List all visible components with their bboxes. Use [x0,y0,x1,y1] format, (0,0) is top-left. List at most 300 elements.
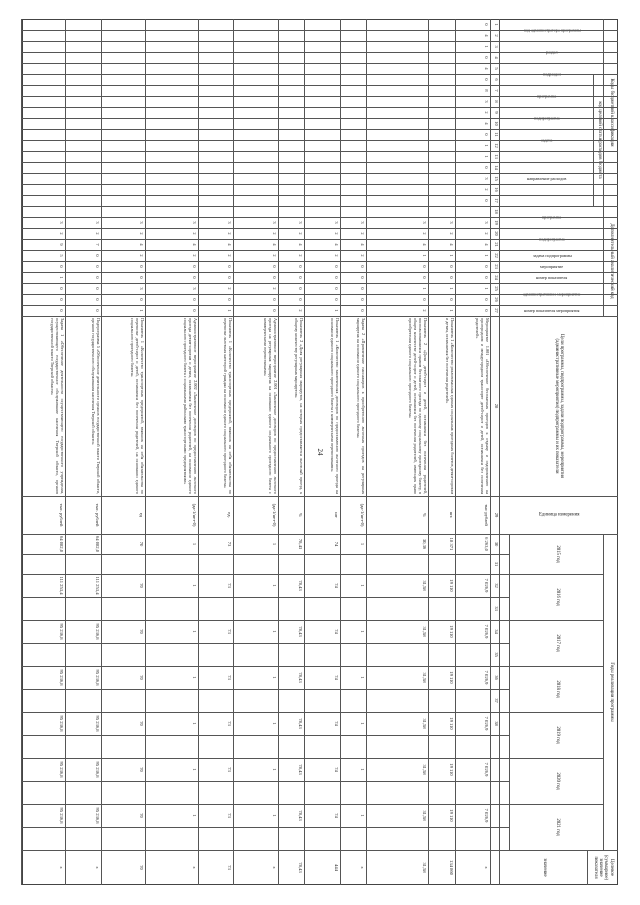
row-value-2021: 1 [271,814,277,817]
column-divider [22,173,618,174]
code-digit: 2 [360,254,366,257]
code-digit: 4 [484,67,489,70]
code-digit: 3 [422,221,428,224]
column-number: 35 [494,652,499,657]
code-digit: 0 [94,265,100,268]
header-y2020: 2020 год [554,772,560,790]
code-digit: 0 [94,276,100,279]
row-value-2018: 1 [191,676,197,679]
header-extra-program: программа [542,214,562,220]
code-digit: 3 [59,221,65,224]
row-value-2020: 19 110 [448,763,454,776]
column-number: 14 [494,165,499,170]
column-number: 25 [494,286,499,291]
column-divider [22,206,618,207]
column-divider [22,250,618,251]
code-digit: 0 [138,276,144,279]
row-value-2018: 95 236,8 [94,669,100,686]
code-digit: 2 [422,309,428,312]
row-value-2020: 1 [360,768,366,771]
row-value-2017: 78,43 [298,626,304,637]
column-number: 8 [494,100,499,103]
column-divider [22,294,618,295]
row-value-2019: 7 026,9 [484,716,489,731]
code-digit: 0 [333,265,339,268]
code-digit: 0 [138,298,144,301]
header-admin-code: код администратора программы [523,27,581,33]
column-divider [22,52,618,53]
row-value-2016: 7 026,9 [484,578,489,593]
row-value-2017: 1 [360,630,366,633]
header-target-task: задача [541,137,553,143]
header-section: раздел [546,49,558,55]
code-digit: 0 [59,265,65,268]
header-budget-codes: Коды бюджетной классификации [608,78,614,147]
row-description: Показатель 1 «Количество реализованных единых социальных проездных билетов детям-сиротам и детям, оставшимся без попечения родителей» [444,318,455,494]
row-target-value: х [59,866,65,869]
row-value-2016: 78,43 [298,580,304,591]
row-value-2015: 64 082,0 [59,535,65,553]
row-value-2016: 1 [191,584,197,587]
column-divider [22,781,510,782]
row-value-2015: 78,43 [298,538,304,550]
row-target-value: 31,58 [422,862,428,873]
row-value-2021: 95 236,8 [94,807,100,824]
code-digit: 1 [422,254,428,257]
row-value-2021: 74 [333,813,339,818]
code-digit: 7 [94,243,100,246]
column-number: 12 [494,143,499,148]
code-digit: 1 [484,287,489,290]
code-digit: 0 [298,298,304,301]
code-digit: 0 [448,265,454,268]
row-description: Показатель 2 «Доля регулярных маршрутов, на которых предоставляется льготный проезд, к общему количеству регулярных маршрутов» [294,318,305,494]
row-value-2020: 74 [333,767,339,772]
row-value-2020: 78,43 [298,764,304,775]
row-description: Мероприятие 1.001 «Обеспечение бесплатных проездов к отдыху и оздоровлению на пригородном и междугородном транспорте детей-сирот и детей, оставшихся без попечения родителей» [475,318,490,494]
header-unit: Единица измерения [538,512,580,518]
column-divider [22,74,618,75]
row-unit: % [298,513,304,517]
column-number: 38 [494,721,499,726]
row-unit: тыс. рублей [94,503,100,527]
row-value-2021: 19 110 [448,809,454,822]
header-target-direction: направление расходов [527,175,567,181]
row-unit: (да-1/нет-0) [191,503,197,527]
row-value-2020: 95 236,8 [59,761,65,778]
code-digit: 2 [333,254,339,257]
row-unit: (да-1/нет-0) [271,503,277,527]
row-value-2019: 73 [227,721,233,726]
column-divider [22,305,618,306]
row-value-2018: 31,58 [422,672,428,683]
code-digit: 5 [59,254,65,257]
column-divider [22,85,618,86]
row-divider [509,534,510,850]
row-unit: шт. [448,511,454,519]
column-divider [22,827,510,828]
code-digit: 0 [59,287,65,290]
code-digit: 0 [59,309,65,312]
column-divider [22,283,618,284]
code-digit: 0 [271,265,277,268]
header-target-program: программа [537,93,557,99]
code-digit: 0 [360,309,366,312]
header-subsection: подраздел [543,71,561,77]
code-digit: 0 [360,276,366,279]
code-digit: 2 [191,254,197,257]
row-value-2018: 95 236,8 [59,669,65,686]
code-digit: 1 [484,45,489,48]
code-digit: 1 [333,309,339,312]
row-description: Административное мероприятие 2.002 «Заключение договоров по предоставлению льготного проезда детям-сиротам и детям, оставшимся без попечения родителей, на основании единого социального проездного билета с социальными районными транспортными предприятиями» [182,318,198,494]
code-digit: 0 [227,265,233,268]
column-number: 34 [494,629,499,634]
code-digit: 0 [484,23,489,26]
column-number: 2 [494,34,499,37]
column-divider [22,184,618,185]
column-number: 11 [494,132,499,137]
header-extra-num: номер показателя мероприятия [524,307,580,313]
code-digit: 4 [298,243,304,246]
code-digit: 3 [191,221,197,224]
column-number: 13 [494,154,499,159]
code-digit: 0 [298,287,304,290]
code-digit: 0 [94,254,100,257]
code-digit: 4 [333,243,339,246]
row-value-2021: 95 236,8 [59,807,65,824]
header-extra-task: задача подпрограммы [532,252,572,258]
code-digit: 2 [333,232,339,235]
code-digit: 2 [271,254,277,257]
column-divider [22,30,618,31]
row-value-2020: 70 [138,767,144,772]
column-divider [22,129,618,130]
column-number: 22 [494,253,499,258]
row-value-2019: 31,58 [422,718,428,729]
header-y2021: 2021 год [554,818,560,836]
code-digit: 0 [227,298,233,301]
row-value-2020: 1 [191,768,197,771]
row-value-2015: 18 371 [448,537,454,551]
code-digit: 0 [138,265,144,268]
code-digit: 0 [484,265,489,268]
code-digit: 0 [94,298,100,301]
code-digit: 4 [484,34,489,37]
column-number: 33 [494,606,499,611]
code-digit: 1 [448,254,454,257]
row-value-2018: 73 [227,675,233,680]
row-description: Показатель 1 «Количество транспортных предприятий, взявших на себя обязательства по перевозке льготных категорий граждан на основании единого социального проездного билета» [223,318,234,494]
row-value-2019: 1 [271,722,277,725]
row-unit: ед [138,512,144,518]
code-digit: 0 [298,265,304,268]
row-value-2015: 73 [227,541,233,547]
row-divider [603,534,604,850]
code-digit: 1 [138,309,144,312]
column-number: 5 [494,67,499,70]
column-divider [22,261,618,262]
row-value-2015: 6 263,0 [484,537,489,551]
code-digit: 3 [298,221,304,224]
code-digit: 3 [484,100,489,103]
column-number: 36 [494,675,499,680]
row-value-2015: 70 [138,541,144,547]
code-digit: 2 [484,232,489,235]
code-digit: 0 [422,298,428,301]
header-years-title: Годы реализации программы [608,662,614,722]
code-digit: 4 [448,243,454,246]
column-divider [22,118,618,119]
code-digit: 2 [94,232,100,235]
code-digit: 0 [271,276,277,279]
code-digit: 3 [191,287,197,290]
row-value-2020: 1 [271,768,277,771]
row-value-2021: 73 [227,813,233,818]
header-y2017: 2017 год [554,634,560,652]
code-digit: 0 [271,309,277,312]
code-digit: 0 [191,298,197,301]
code-digit: 4 [484,243,489,246]
header-y2019: 2019 год [554,726,560,744]
row-value-2016: 73 [227,583,233,588]
row-value-2017: 7 026,9 [484,624,489,639]
row-value-2015: 74 [333,541,339,547]
code-digit: 0 [271,298,277,301]
code-digit: 2 [191,232,197,235]
column-number: 1 [494,23,499,26]
column-divider [22,63,618,64]
header-target-subprogram: подпрограмма [534,115,560,121]
row-description: Показатель 2 «Доля детей-сирот и детей, оставшихся без попечения родителей, воспользовавшихся правом бесплатного проезда по единому социальному проездному билету, в общем количестве детей-сирот и детей, оставшихся без попечения родителей, имеющих право приобретения единого социального проездного билета» [408,318,429,494]
column-number: 24 [494,275,499,280]
code-digit: 0 [333,298,339,301]
column-number: 30 [494,541,499,547]
row-value-2015: 1 [191,542,197,546]
code-digit: 0 [360,287,366,290]
column-number: 16 [494,187,499,192]
row-value-2021: 78,43 [298,810,304,821]
code-digit: 1 [484,254,489,257]
header-extra-subprogram: подпрограмма [539,236,565,242]
row-value-2019: 78,43 [298,718,304,729]
header-target-article: код целевой статьи расходов бюджета [596,101,602,179]
row-value-2019: 95 236,8 [59,715,65,732]
header-extra-event: мероприятие [540,263,564,269]
row-description: Показатель 1 «Количество заключенных договоров по предоставлению льготного проезда на основании единого социального проездного билета с коммерческими перевозчиками» [329,318,340,494]
code-digit: 8 [484,89,489,92]
row-value-2016: 19 110 [448,579,454,592]
header-target-value: Целевое (суммарное) значение показателя [592,854,614,881]
code-digit: 0 [227,276,233,279]
row-value-2017: 95 236,8 [59,623,65,640]
code-digit: 0 [484,276,489,279]
row-value-2015: 64 082,0 [94,535,100,553]
code-digit: 0 [484,56,489,59]
code-digit: 1 [59,276,65,279]
code-digit: 4 [271,243,277,246]
row-value-2018: 7 026,9 [484,670,489,685]
code-digit: 0 [360,265,366,268]
code-digit: 0 [422,276,428,279]
column-divider [22,239,618,240]
code-digit: 4 [191,243,197,246]
row-value-2021: 31,58 [422,810,428,821]
row-value-2017: 1 [191,630,197,633]
code-digit: 2 [422,232,428,235]
code-digit: 1 [448,287,454,290]
column-number: 19 [494,220,499,225]
row-value-2016: 1 [360,584,366,587]
code-digit: 0 [333,287,339,290]
column-divider [22,96,618,97]
column-number: 23 [494,264,499,269]
code-digit: 0 [422,265,428,268]
code-digit: 0 [59,298,65,301]
column-number: 10 [494,121,499,126]
code-digit: 0 [191,309,197,312]
row-description: Административное мероприятие 2.001 «Заключение договоров по предоставлению льготного проезда на регулярных маршрутах на основании единого социального проездного билета с коммерческими перевозчиками» [262,318,278,494]
column-divider [22,735,510,736]
code-digit: 0 [191,265,197,268]
row-unit: тыс рублей [484,504,489,526]
header-extra-measure: административное мероприятие [523,291,581,297]
row-value-2018: 19 110 [448,671,454,684]
column-divider [22,217,618,218]
code-digit: 9 [59,243,65,246]
column-number: 29 [494,512,499,518]
row-value-2020: 31,58 [422,764,428,775]
row-value-2015: 1 [360,542,366,546]
row-value-2017: 31,58 [422,626,428,637]
code-digit: 2 [298,309,304,312]
row-value-2017: 74 [333,629,339,634]
column-divider [22,272,618,273]
column-number: 27 [494,308,499,313]
code-digit: 0 [94,287,100,290]
row-value-2018: 74 [333,675,339,680]
row-description: Подпрограмма 5 «Обеспечение деятельности органов государственной власти Тверской области, органов государственного обслуживания населения Тверской области» [90,318,101,494]
column-divider [22,228,618,229]
header-value: значение [541,858,547,877]
column-divider [22,162,618,163]
row-description: Показатель 1 «Количество транспортных предприятий, взявших на себя обязательства по перевозке детей-сирот и детей, оставшихся без попечения родителей, на основании единого социального проездного билета» [129,318,145,494]
row-value-2016: 74 [333,583,339,588]
code-digit: 0 [448,276,454,279]
code-digit: 0 [484,166,489,169]
row-unit: тыс. рублей [59,503,65,527]
code-digit: 0 [484,309,489,312]
column-number: 28 [494,403,499,409]
row-value-2021: 1 [191,814,197,817]
column-divider [22,140,618,141]
row-value-2021: 1 [360,814,366,817]
code-digit: 2 [138,254,144,257]
header-y2015: 2015 год [554,545,560,563]
row-value-2016: 1 [271,584,277,587]
code-digit: 2 [298,254,304,257]
row-value-2019: 70 [138,721,144,726]
column-number: 17 [494,198,499,203]
row-value-2017: 19 110 [448,625,454,638]
row-unit: (да-1/нет-0) [360,503,366,527]
row-value-2015: 1 [271,542,277,546]
row-value-2017: 70 [138,629,144,634]
code-digit: 0 [360,298,366,301]
column-divider [22,554,510,555]
row-target-value: 73 [227,865,233,870]
row-unit: % [422,513,428,517]
column-number: 26 [494,297,499,302]
row-value-2018: 78,43 [298,672,304,683]
code-digit: 4 [360,243,366,246]
code-digit: 3 [333,221,339,224]
row-target-value: х [484,866,489,869]
page-number: 24 [316,448,324,456]
column-number: 31 [494,561,499,567]
row-target-value: 444 [333,864,339,871]
code-digit: 3 [484,221,489,224]
code-digit: 3 [227,221,233,224]
column-number: 6 [494,78,499,81]
code-digit: 2 [227,232,233,235]
column-number: 37 [494,698,499,703]
code-digit: 1 [422,287,428,290]
row-description: Задача 1 «Обеспечение деятельности осуществляющего государственного учреждения, осуществляющего государственное обслуживание населения Тверской области, органов государственной власти Тверской области» [50,318,66,494]
row-divider [587,850,588,885]
row-target-value: 70 [138,865,144,870]
row-value-2015: 30,36 [422,538,428,550]
row-description: Задача 2 «Привлечение пассажиров к приобретению льготных проездов на регулярных маршрутах на основании единого социального проездного билета» [356,318,367,494]
column-number: 18 [494,209,499,214]
row-target-value: х [360,866,366,869]
code-digit: 2 [227,254,233,257]
code-digit: 3 [271,221,277,224]
code-digit: 2 [271,232,277,235]
row-value-2016: 111 253,4 [59,576,65,595]
column-number: 15 [494,176,499,181]
column-number: 4 [494,56,499,59]
code-digit: 0 [298,276,304,279]
column-number: 3 [494,45,499,48]
code-digit: 2 [484,188,489,191]
code-digit: 3 [484,177,489,180]
code-digit: 0 [484,298,489,301]
row-unit: ед. [227,512,233,518]
code-digit: 0 [191,276,197,279]
code-digit: 4 [422,243,428,246]
row-value-2016: 70 [138,583,144,588]
row-value-2019: 95 236,8 [94,715,100,732]
row-value-2019: 19 110 [448,717,454,730]
row-value-2019: 1 [360,722,366,725]
code-digit: 3 [448,221,454,224]
row-value-2016: 111 253,4 [94,576,100,595]
code-digit: 3 [138,287,144,290]
code-digit: 1 [484,144,489,147]
column-divider [22,195,618,196]
header-y2018: 2018 год [554,680,560,698]
row-target-value: 78,43 [298,862,304,873]
code-digit: 0 [484,133,489,136]
code-digit: 1 [448,309,454,312]
column-divider [22,151,618,152]
code-digit: 4 [484,122,489,125]
column-divider [22,597,510,598]
code-digit: 1 [484,155,489,158]
code-digit: 2 [227,287,233,290]
code-digit: 2 [484,111,489,114]
